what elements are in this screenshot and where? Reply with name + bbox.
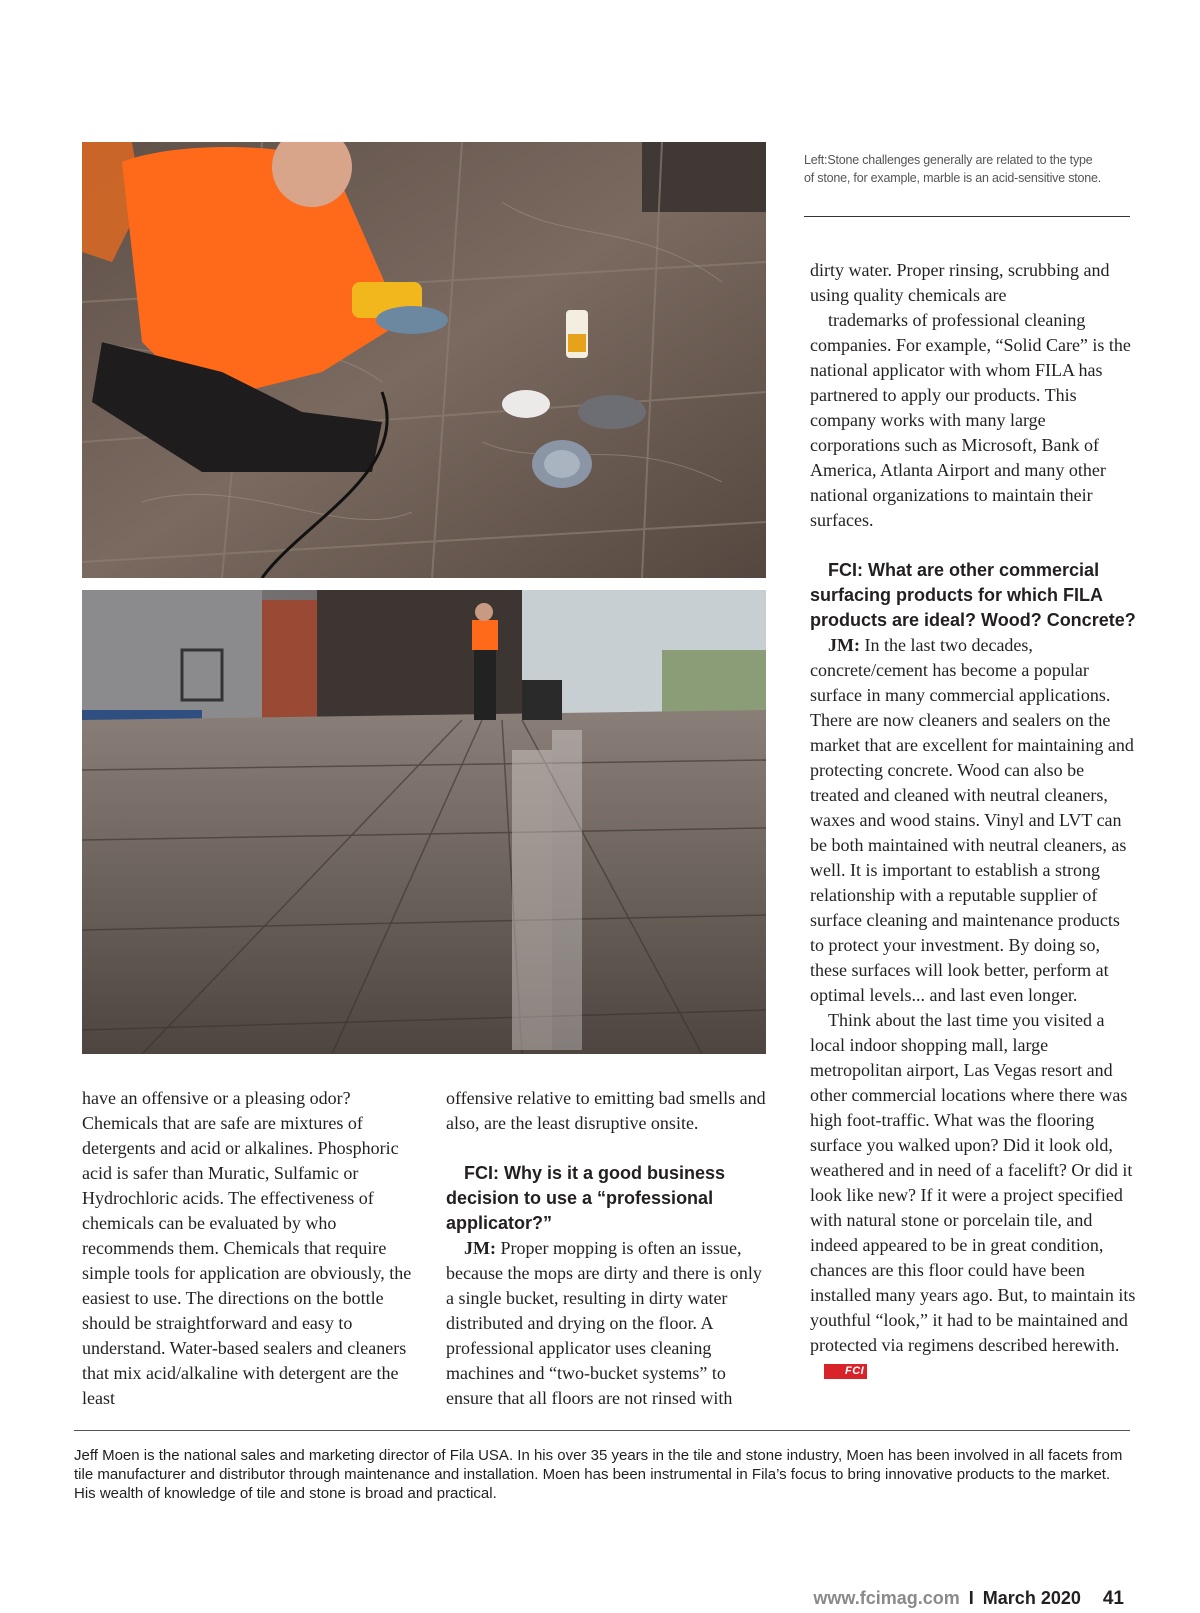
paragraph: trademarks of professional cleaning companies. For example, “Solid Care” is the national applicator with whom FILA has partnered to apply our products. This company works with many large corporations such as Microsoft, Bank of America, Atlanta Airport and many other national organizations to maintain their surfaces. [810, 310, 1131, 530]
paragraph [810, 1008, 1136, 1383]
section-heading: FCI: What are other commercial surfacing products for which FILA products are ideal? Wood? Concrete? [810, 560, 1136, 630]
page-footer [813, 1588, 1124, 1610]
article-column-right [810, 258, 1136, 1383]
photo-caption: Left:Stone challenges generally are related to the type of stone, for example, marble is an acid-sensitive stone. [804, 153, 1102, 185]
paragraph [446, 1236, 770, 1411]
page-number: 41 [1102, 1588, 1124, 1609]
speaker-label: JM: [828, 635, 860, 655]
article-column-middle [446, 1086, 770, 1411]
paragraph: have an offensive or a pleasing odor? Chemicals that are safe are mixtures of detergents and acid or alkalines. Phosphoric acid is safer than Muratic, Sulfamic or Hydrochloric acids. The effectiveness of chemicals can be evaluated by who recommends them. Chemicals that require simple tools for application are obviously, the easiest to use. The directions on the bottle should be straightforward and easy to understand. Water-based sealers and cleaners that mix acid/alkaline with detergent are the least [82, 1088, 412, 1408]
footer-separator: I [968, 1588, 974, 1608]
paragraph: dirty water. Proper rinsing, scrubbing and using quality chemicals are [810, 260, 1110, 305]
paragraph: offensive relative to emitting bad smells and also, are the least disruptive onsite. [446, 1088, 766, 1133]
article-column-left [82, 1086, 412, 1411]
answer-text: Proper mopping is often an issue, because the mops are dirty and there is only a single bucket, resulting in dirty water distributed and drying on the floor. A professional applicator uses cleaning machines and “two-bucket systems” to ensure that all floors are not rinsed with [446, 1238, 762, 1408]
closing-text: Think about the last time you visited a local indoor shopping mall, large metropolitan airport, Las Vegas resort and other commercial locations where there was high foot-traffic. What was the flooring surface you walked upon? Did it look old, weathered and in need of a facelift? Or did it look like new? If it were a project specified with natural stone or porcelain tile, and indeed appeared to be in great condition, chances are this floor could have been installed many years ago. But, to maintain its youthful “look,” it had to be maintained and protected via regimens described herewith. [810, 1010, 1136, 1355]
fci-end-badge: FCI [824, 1364, 867, 1379]
caption-divider [804, 216, 1130, 217]
footer-url: www.fcimag.com [813, 1588, 960, 1608]
footer-issue: March 2020 [982, 1588, 1081, 1608]
answer-text: In the last two decades, concrete/cement has become a popular surface in many commercial applications. There are now cleaners and sealers on the market that are excellent for maintaining and protecting concrete. Wood can also be treated and cleaned with neutral cleaners, waxes and wood stains. Vinyl and LVT can be both maintained with neutral cleaners, as well. It is important to establish a strong relationship with a reputable supplier of surface cleaning and maintenance products to protect your investment. By doing so, these surfaces will look better, perform at optimal levels... and last even longer. [810, 635, 1134, 1005]
bio-divider [74, 1430, 1130, 1431]
paragraph [810, 633, 1136, 1008]
author-bio: Jeff Moen is the national sales and marketing director of Fila USA. In his over 35 years in the tile and stone industry, Moen has been involved in all facets from tile manufacturer and distributor through maintenance and installation. Moen has been instrumental in Fila’s focus to bring innovative products to the market. His wealth of knowledge of tile and stone is broad and practical. [74, 1447, 1123, 1502]
speaker-label: JM: [464, 1238, 496, 1258]
photo-worker-polishing-marble [82, 142, 766, 578]
section-heading: FCI: Why is it a good business decision to use a “professional applicator?” [446, 1163, 726, 1233]
photo-polished-floor [82, 590, 766, 1054]
